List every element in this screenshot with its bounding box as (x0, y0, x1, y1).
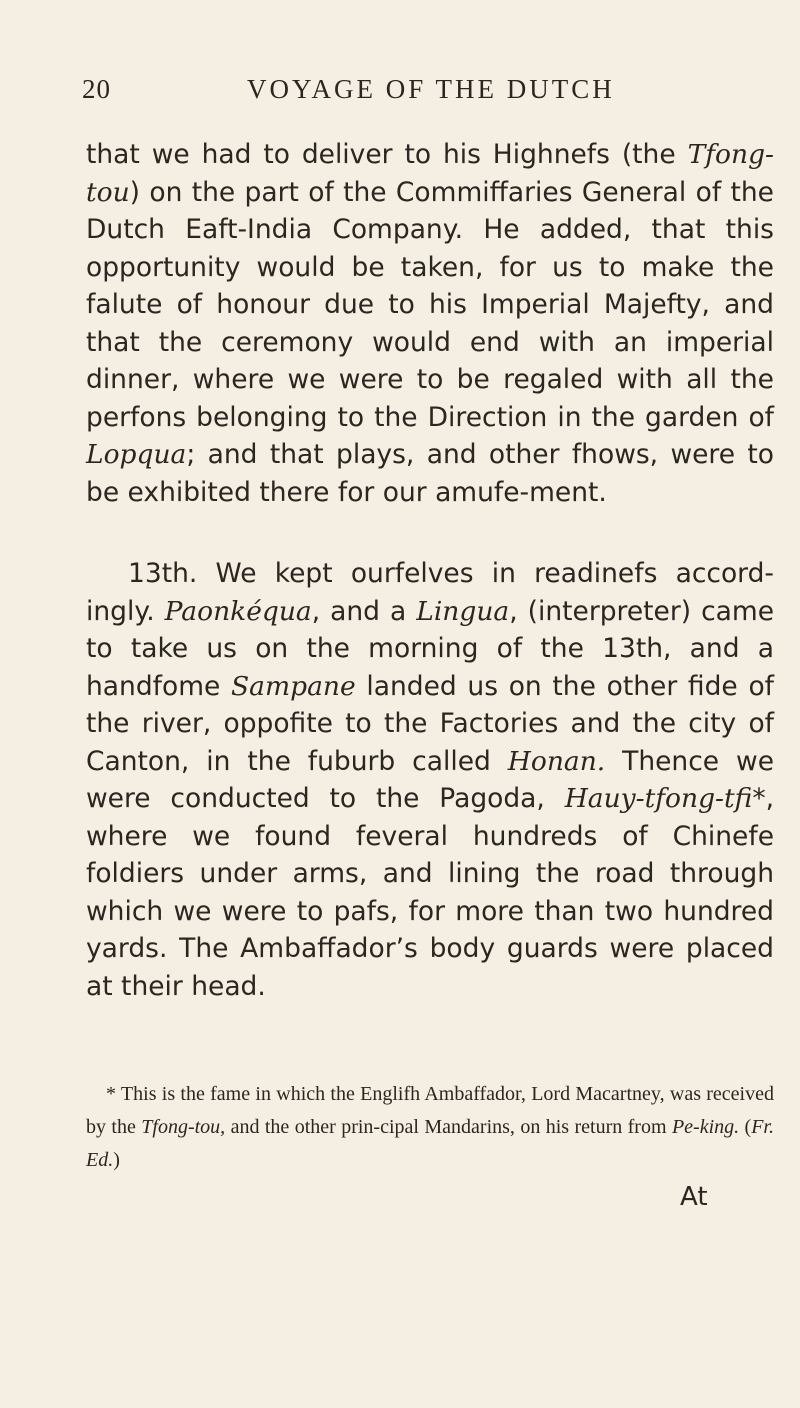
italic-term: Honan. (507, 745, 606, 777)
text-run: ) on the part of the Commiffaries General of the Dutch Eaft-India Company. He added, that this opportunity would be taken, for us to make the falute of honour due to his Imperial Majefty, and that the ceremony would end with an imperial dinner, where we were to be regaled with all the perfons belonging to the Direction in the garden of (86, 176, 774, 433)
italic-term: Lingua (416, 595, 510, 627)
text-run: Thence we were conducted to the Pagoda, (86, 745, 774, 814)
text-run: , (interpreter) came to take us on the morning of the 13th, and a handfome (86, 595, 774, 702)
text-run: landed us on the other fide of the river, oppofite to the Factories and the city of Canton, in the fuburb called (86, 670, 774, 777)
text-run: and the other prin-cipal Mandarins, on his return from (225, 1116, 672, 1138)
footnote (86, 1078, 774, 1177)
paragraph-2 (86, 555, 774, 1005)
running-header (82, 74, 722, 114)
paragraph-1 (86, 136, 774, 511)
text-run: ; and that plays, and other fhows, were to be exhibited there for our amufe-ment. (86, 439, 774, 508)
italic-term: Lopqua (86, 439, 187, 470)
italic-term: Pe-king. (671, 1116, 740, 1138)
text-run: *, where we found feveral hundreds of Chinefe foldiers under arms, and lining the road through which we were to pafs, for more than two hundred yards. The Ambaffador’s body guards were placed at their head. (86, 783, 774, 1002)
text-run: 13th. We kept ourfelves in readinefs accord-ingly. (86, 558, 774, 627)
text-run: ) (113, 1149, 120, 1171)
italic-term: Fr. Ed. (86, 1116, 775, 1171)
text-run: * This is the fame in which the Englifh Ambaffador, Lord Macartney, was received by the (86, 1083, 774, 1138)
text-run: that we had to deliver to his Highnefs (the (86, 139, 688, 170)
italic-term: Tfong-tou (86, 139, 774, 208)
text-run: ( (739, 1116, 752, 1138)
italic-term: Sampane (231, 670, 356, 702)
catchword: At (680, 1182, 708, 1212)
italic-term: Tfong-tou, (141, 1116, 226, 1138)
italic-term: Paonkéqua (164, 595, 312, 627)
running-head: VOYAGE OF THE DUTCH (247, 74, 615, 104)
text-run: , and a (311, 595, 417, 627)
italic-term: Hauy-tfong-tfi (564, 783, 753, 814)
body-text (86, 136, 774, 1005)
page-number: 20 (82, 74, 111, 104)
